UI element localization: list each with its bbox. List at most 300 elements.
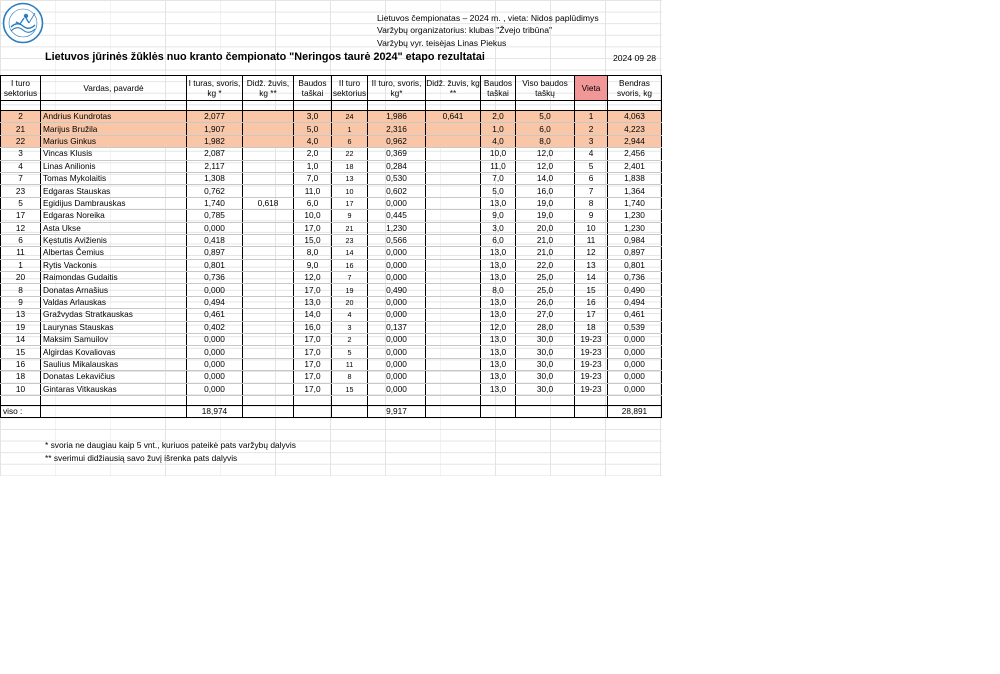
cell-name[interactable]: Marijus Bružila <box>41 123 187 135</box>
cell-penalty1[interactable]: 14,0 <box>294 309 332 321</box>
totals-cell-empty[interactable] <box>575 405 608 417</box>
cell-bigfish2[interactable] <box>426 334 481 346</box>
cell-penalty2[interactable]: 13,0 <box>481 358 516 370</box>
cell-total-weight[interactable]: 0,539 <box>608 321 662 333</box>
cell-name[interactable]: Laurynas Stauskas <box>41 321 187 333</box>
cell-sector1[interactable]: 5 <box>1 197 41 209</box>
cell-penalty2[interactable]: 3,0 <box>481 222 516 234</box>
cell-weight2[interactable]: 0,490 <box>368 284 426 296</box>
cell-penalty2[interactable]: 13,0 <box>481 296 516 308</box>
cell-weight2[interactable]: 0,962 <box>368 135 426 147</box>
col-header-bigfish1[interactable]: Didž. žuvis, kg ** <box>243 76 294 101</box>
cell-place[interactable]: 6 <box>575 172 608 184</box>
cell-total-weight[interactable]: 0,801 <box>608 259 662 271</box>
cell-sector1[interactable]: 16 <box>1 358 41 370</box>
cell-bigfish1[interactable] <box>243 259 294 271</box>
cell-bigfish2[interactable] <box>426 259 481 271</box>
cell-bigfish1[interactable] <box>243 185 294 197</box>
cell-total-weight[interactable]: 2,456 <box>608 148 662 160</box>
cell-bigfish2[interactable] <box>426 123 481 135</box>
cell-weight2[interactable]: 0,602 <box>368 185 426 197</box>
cell-sector2[interactable]: 7 <box>332 272 368 284</box>
cell-place[interactable]: 14 <box>575 272 608 284</box>
cell-weight1[interactable]: 2,117 <box>187 160 243 172</box>
cell-weight1[interactable]: 0,402 <box>187 321 243 333</box>
cell-weight2[interactable]: 0,445 <box>368 210 426 222</box>
cell-penalty2[interactable]: 13,0 <box>481 272 516 284</box>
cell-total-weight[interactable]: 0,000 <box>608 358 662 370</box>
cell-name[interactable]: Marius Ginkus <box>41 135 187 147</box>
totals-cell-empty[interactable] <box>481 405 516 417</box>
cell-weight1[interactable]: 2,087 <box>187 148 243 160</box>
cell-name[interactable]: Algirdas Kovaliovas <box>41 346 187 358</box>
cell-total-weight[interactable]: 0,494 <box>608 296 662 308</box>
cell-total-penalty[interactable]: 19,0 <box>516 210 575 222</box>
cell-bigfish2[interactable] <box>426 222 481 234</box>
cell-name[interactable]: Gintaras Vitkauskas <box>41 383 187 395</box>
cell-total-penalty[interactable]: 25,0 <box>516 284 575 296</box>
cell-sector2[interactable]: 20 <box>332 296 368 308</box>
cell-total-penalty[interactable]: 30,0 <box>516 371 575 383</box>
cell-penalty1[interactable]: 17,0 <box>294 371 332 383</box>
cell-place[interactable]: 18 <box>575 321 608 333</box>
totals-weight1[interactable]: 18,974 <box>187 405 243 417</box>
cell-place[interactable]: 8 <box>575 197 608 209</box>
cell-name[interactable]: Edgaras Stauskas <box>41 185 187 197</box>
cell-weight1[interactable]: 0,000 <box>187 358 243 370</box>
cell-total-weight[interactable]: 4,223 <box>608 123 662 135</box>
cell-penalty2[interactable]: 13,0 <box>481 259 516 271</box>
cell-name[interactable]: Maksim Samuilov <box>41 334 187 346</box>
cell-penalty1[interactable]: 15,0 <box>294 234 332 246</box>
cell-total-penalty[interactable]: 30,0 <box>516 334 575 346</box>
cell-place[interactable]: 17 <box>575 309 608 321</box>
cell-bigfish1[interactable] <box>243 383 294 395</box>
cell-bigfish2[interactable] <box>426 172 481 184</box>
cell-weight1[interactable]: 1,982 <box>187 135 243 147</box>
cell-total-penalty[interactable]: 30,0 <box>516 383 575 395</box>
cell-weight1[interactable]: 0,000 <box>187 334 243 346</box>
cell-total-weight[interactable]: 0,000 <box>608 383 662 395</box>
cell-sector2[interactable]: 2 <box>332 334 368 346</box>
cell-weight1[interactable]: 0,000 <box>187 284 243 296</box>
cell-weight2[interactable]: 0,000 <box>368 247 426 259</box>
cell-weight1[interactable]: 0,801 <box>187 259 243 271</box>
cell-total-weight[interactable]: 0,984 <box>608 234 662 246</box>
cell-penalty2[interactable]: 10,0 <box>481 148 516 160</box>
cell-sector1[interactable]: 1 <box>1 259 41 271</box>
cell-place[interactable]: 10 <box>575 222 608 234</box>
cell-penalty2[interactable]: 4,0 <box>481 135 516 147</box>
cell-penalty1[interactable]: 2,0 <box>294 148 332 160</box>
cell-sector1[interactable]: 17 <box>1 210 41 222</box>
cell-bigfish1[interactable] <box>243 296 294 308</box>
cell-name[interactable]: Donatas Lekavičius <box>41 371 187 383</box>
cell-penalty1[interactable]: 17,0 <box>294 346 332 358</box>
cell-total-penalty[interactable]: 21,0 <box>516 247 575 259</box>
cell-name[interactable]: Raimondas Gudaitis <box>41 272 187 284</box>
cell-penalty1[interactable]: 13,0 <box>294 296 332 308</box>
cell-bigfish2[interactable] <box>426 371 481 383</box>
cell-total-penalty[interactable]: 12,0 <box>516 148 575 160</box>
cell-name[interactable]: Donatas Arnašius <box>41 284 187 296</box>
cell-total-penalty[interactable]: 12,0 <box>516 160 575 172</box>
cell-weight1[interactable]: 0,494 <box>187 296 243 308</box>
cell-bigfish1[interactable] <box>243 111 294 123</box>
cell-penalty2[interactable]: 13,0 <box>481 383 516 395</box>
cell-sector2[interactable]: 15 <box>332 383 368 395</box>
cell-sector1[interactable]: 20 <box>1 272 41 284</box>
cell-weight2[interactable]: 0,000 <box>368 346 426 358</box>
cell-total-weight[interactable]: 0,461 <box>608 309 662 321</box>
cell-name[interactable]: Gražvydas Stratkauskas <box>41 309 187 321</box>
cell-sector2[interactable]: 22 <box>332 148 368 160</box>
cell-sector1[interactable]: 15 <box>1 346 41 358</box>
cell-penalty2[interactable]: 13,0 <box>481 346 516 358</box>
cell-penalty2[interactable]: 11,0 <box>481 160 516 172</box>
cell-bigfish2[interactable] <box>426 346 481 358</box>
cell-weight2[interactable]: 0,566 <box>368 234 426 246</box>
cell-total-weight[interactable]: 0,736 <box>608 272 662 284</box>
cell-place[interactable]: 19-23 <box>575 383 608 395</box>
cell-place[interactable]: 13 <box>575 259 608 271</box>
cell-total-penalty[interactable]: 21,0 <box>516 234 575 246</box>
cell-bigfish2[interactable] <box>426 272 481 284</box>
cell-total-penalty[interactable]: 19,0 <box>516 197 575 209</box>
cell-bigfish2[interactable] <box>426 383 481 395</box>
cell-bigfish2[interactable] <box>426 185 481 197</box>
cell-weight2[interactable]: 0,284 <box>368 160 426 172</box>
cell-sector2[interactable]: 1 <box>332 123 368 135</box>
cell-weight2[interactable]: 0,000 <box>368 383 426 395</box>
cell-sector2[interactable]: 8 <box>332 371 368 383</box>
cell-total-penalty[interactable]: 30,0 <box>516 358 575 370</box>
cell-place[interactable]: 3 <box>575 135 608 147</box>
cell-weight1[interactable]: 0,736 <box>187 272 243 284</box>
cell-bigfish2[interactable] <box>426 234 481 246</box>
cell-penalty2[interactable]: 5,0 <box>481 185 516 197</box>
cell-place[interactable]: 7 <box>575 185 608 197</box>
cell-total-weight[interactable]: 0,000 <box>608 346 662 358</box>
cell-penalty2[interactable]: 8,0 <box>481 284 516 296</box>
cell-sector1[interactable]: 8 <box>1 284 41 296</box>
cell-sector2[interactable]: 21 <box>332 222 368 234</box>
cell-penalty2[interactable]: 13,0 <box>481 197 516 209</box>
cell-name[interactable]: Edgaras Noreika <box>41 210 187 222</box>
cell-sector1[interactable]: 2 <box>1 111 41 123</box>
cell-sector1[interactable]: 12 <box>1 222 41 234</box>
cell-place[interactable]: 9 <box>575 210 608 222</box>
col-header-name[interactable]: Vardas, pavardė <box>41 76 187 101</box>
cell-weight1[interactable]: 0,897 <box>187 247 243 259</box>
cell-weight2[interactable]: 0,137 <box>368 321 426 333</box>
cell-penalty1[interactable]: 17,0 <box>294 284 332 296</box>
totals-cell-empty[interactable] <box>426 405 481 417</box>
cell-sector1[interactable]: 14 <box>1 334 41 346</box>
col-header-sector1[interactable]: I turo sektorius <box>1 76 41 101</box>
totals-cell-empty[interactable] <box>294 405 332 417</box>
cell-total-penalty[interactable]: 30,0 <box>516 346 575 358</box>
cell-bigfish2[interactable] <box>426 148 481 160</box>
cell-bigfish2[interactable] <box>426 296 481 308</box>
cell-sector2[interactable]: 13 <box>332 172 368 184</box>
cell-penalty2[interactable]: 1,0 <box>481 123 516 135</box>
cell-weight2[interactable]: 0,369 <box>368 148 426 160</box>
totals-cell-empty[interactable] <box>332 405 368 417</box>
cell-weight1[interactable]: 0,000 <box>187 371 243 383</box>
cell-penalty1[interactable]: 5,0 <box>294 123 332 135</box>
col-header-weight2[interactable]: II turo, svoris, kg* <box>368 76 426 101</box>
cell-total-weight[interactable]: 0,000 <box>608 334 662 346</box>
cell-name[interactable]: Linas Anilionis <box>41 160 187 172</box>
totals-label[interactable]: viso : <box>1 405 41 417</box>
cell-penalty2[interactable]: 13,0 <box>481 371 516 383</box>
cell-place[interactable]: 15 <box>575 284 608 296</box>
cell-penalty1[interactable]: 6,0 <box>294 197 332 209</box>
cell-weight1[interactable]: 1,907 <box>187 123 243 135</box>
cell-sector1[interactable]: 11 <box>1 247 41 259</box>
cell-place[interactable]: 19-23 <box>575 346 608 358</box>
cell-sector1[interactable]: 23 <box>1 185 41 197</box>
cell-penalty2[interactable]: 2,0 <box>481 111 516 123</box>
cell-sector2[interactable]: 9 <box>332 210 368 222</box>
cell-sector1[interactable]: 22 <box>1 135 41 147</box>
cell-penalty1[interactable]: 7,0 <box>294 172 332 184</box>
totals-cell-empty[interactable] <box>41 405 187 417</box>
cell-bigfish2[interactable] <box>426 135 481 147</box>
cell-bigfish1[interactable] <box>243 321 294 333</box>
cell-weight1[interactable]: 0,762 <box>187 185 243 197</box>
cell-name[interactable]: Egidijus Dambrauskas <box>41 197 187 209</box>
cell-sector1[interactable]: 21 <box>1 123 41 135</box>
cell-bigfish1[interactable] <box>243 309 294 321</box>
cell-weight1[interactable]: 0,000 <box>187 383 243 395</box>
cell-weight2[interactable]: 0,000 <box>368 272 426 284</box>
totals-cell-empty[interactable] <box>516 405 575 417</box>
cell-penalty1[interactable]: 12,0 <box>294 272 332 284</box>
cell-sector2[interactable]: 6 <box>332 135 368 147</box>
cell-sector1[interactable]: 13 <box>1 309 41 321</box>
cell-weight2[interactable]: 0,000 <box>368 197 426 209</box>
cell-weight2[interactable]: 0,000 <box>368 358 426 370</box>
cell-name[interactable]: Asta Ukse <box>41 222 187 234</box>
cell-bigfish1[interactable] <box>243 148 294 160</box>
cell-penalty1[interactable]: 17,0 <box>294 222 332 234</box>
cell-penalty1[interactable]: 3,0 <box>294 111 332 123</box>
cell-sector2[interactable]: 24 <box>332 111 368 123</box>
cell-sector2[interactable]: 3 <box>332 321 368 333</box>
cell-bigfish1[interactable] <box>243 346 294 358</box>
cell-name[interactable]: Albertas Čemius <box>41 247 187 259</box>
cell-penalty1[interactable]: 8,0 <box>294 247 332 259</box>
cell-weight2[interactable]: 0,000 <box>368 296 426 308</box>
cell-penalty1[interactable]: 1,0 <box>294 160 332 172</box>
cell-sector1[interactable]: 18 <box>1 371 41 383</box>
col-header-total-penalty[interactable]: Viso baudos taškų <box>516 76 575 101</box>
cell-sector1[interactable]: 10 <box>1 383 41 395</box>
cell-penalty2[interactable]: 7,0 <box>481 172 516 184</box>
totals-total-weight[interactable]: 28,891 <box>608 405 662 417</box>
col-header-bigfish2[interactable]: Didž. žuvis, kg ** <box>426 76 481 101</box>
cell-place[interactable]: 16 <box>575 296 608 308</box>
cell-bigfish1[interactable] <box>243 358 294 370</box>
cell-bigfish1[interactable] <box>243 160 294 172</box>
cell-bigfish1[interactable] <box>243 172 294 184</box>
cell-penalty1[interactable]: 17,0 <box>294 334 332 346</box>
cell-penalty1[interactable]: 10,0 <box>294 210 332 222</box>
cell-total-weight[interactable]: 0,897 <box>608 247 662 259</box>
cell-bigfish1[interactable] <box>243 272 294 284</box>
cell-weight2[interactable]: 1,986 <box>368 111 426 123</box>
cell-bigfish2[interactable] <box>426 210 481 222</box>
cell-weight1[interactable]: 0,000 <box>187 222 243 234</box>
col-header-sector2[interactable]: II turo sektorius <box>332 76 368 101</box>
cell-total-weight[interactable]: 1,230 <box>608 210 662 222</box>
cell-sector2[interactable]: 14 <box>332 247 368 259</box>
cell-bigfish1[interactable] <box>243 247 294 259</box>
totals-weight2[interactable]: 9,917 <box>368 405 426 417</box>
cell-weight2[interactable]: 0,000 <box>368 371 426 383</box>
cell-name[interactable]: Kęstutis Avižienis <box>41 234 187 246</box>
cell-sector2[interactable]: 23 <box>332 234 368 246</box>
cell-bigfish2[interactable] <box>426 358 481 370</box>
cell-place[interactable]: 11 <box>575 234 608 246</box>
cell-total-weight[interactable]: 0,490 <box>608 284 662 296</box>
cell-weight2[interactable]: 0,000 <box>368 334 426 346</box>
col-header-penalty1[interactable]: Baudos taškai <box>294 76 332 101</box>
cell-sector1[interactable]: 3 <box>1 148 41 160</box>
cell-total-penalty[interactable]: 26,0 <box>516 296 575 308</box>
cell-penalty1[interactable]: 16,0 <box>294 321 332 333</box>
col-header-total-weight[interactable]: Bendras svoris, kg <box>608 76 662 101</box>
cell-penalty1[interactable]: 9,0 <box>294 259 332 271</box>
cell-total-penalty[interactable]: 28,0 <box>516 321 575 333</box>
cell-penalty2[interactable]: 6,0 <box>481 234 516 246</box>
cell-bigfish2[interactable] <box>426 160 481 172</box>
cell-total-penalty[interactable]: 20,0 <box>516 222 575 234</box>
cell-weight2[interactable]: 2,316 <box>368 123 426 135</box>
cell-place[interactable]: 4 <box>575 148 608 160</box>
cell-total-penalty[interactable]: 14,0 <box>516 172 575 184</box>
cell-place[interactable]: 19-23 <box>575 334 608 346</box>
cell-name[interactable]: Andrius Kundrotas <box>41 111 187 123</box>
cell-total-weight[interactable]: 1,230 <box>608 222 662 234</box>
cell-bigfish1[interactable]: 0,618 <box>243 197 294 209</box>
cell-sector1[interactable]: 9 <box>1 296 41 308</box>
cell-bigfish1[interactable] <box>243 371 294 383</box>
cell-weight1[interactable]: 0,418 <box>187 234 243 246</box>
cell-bigfish1[interactable] <box>243 234 294 246</box>
cell-sector1[interactable]: 19 <box>1 321 41 333</box>
cell-sector2[interactable]: 17 <box>332 197 368 209</box>
cell-penalty2[interactable]: 9,0 <box>481 210 516 222</box>
cell-bigfish1[interactable] <box>243 334 294 346</box>
cell-weight2[interactable]: 0,000 <box>368 309 426 321</box>
cell-weight2[interactable]: 1,230 <box>368 222 426 234</box>
cell-penalty1[interactable]: 17,0 <box>294 358 332 370</box>
cell-sector2[interactable]: 16 <box>332 259 368 271</box>
cell-weight1[interactable]: 1,740 <box>187 197 243 209</box>
cell-total-penalty[interactable]: 5,0 <box>516 111 575 123</box>
cell-total-penalty[interactable]: 27,0 <box>516 309 575 321</box>
cell-sector1[interactable]: 7 <box>1 172 41 184</box>
cell-total-penalty[interactable]: 25,0 <box>516 272 575 284</box>
cell-weight1[interactable]: 0,461 <box>187 309 243 321</box>
cell-penalty2[interactable]: 13,0 <box>481 309 516 321</box>
cell-total-weight[interactable]: 1,364 <box>608 185 662 197</box>
cell-name[interactable]: Tomas Mykolaitis <box>41 172 187 184</box>
cell-sector2[interactable]: 4 <box>332 309 368 321</box>
cell-sector2[interactable]: 11 <box>332 358 368 370</box>
cell-weight2[interactable]: 0,000 <box>368 259 426 271</box>
cell-name[interactable]: Valdas Arlauskas <box>41 296 187 308</box>
cell-place[interactable]: 1 <box>575 111 608 123</box>
cell-total-weight[interactable]: 0,000 <box>608 371 662 383</box>
cell-total-weight[interactable]: 2,401 <box>608 160 662 172</box>
cell-sector2[interactable]: 10 <box>332 185 368 197</box>
cell-name[interactable]: Saulius Mikalauskas <box>41 358 187 370</box>
cell-sector2[interactable]: 19 <box>332 284 368 296</box>
totals-cell-empty[interactable] <box>243 405 294 417</box>
cell-penalty1[interactable]: 11,0 <box>294 185 332 197</box>
cell-bigfish2[interactable] <box>426 247 481 259</box>
col-header-place[interactable]: Vieta <box>575 76 608 101</box>
cell-sector2[interactable]: 18 <box>332 160 368 172</box>
cell-total-weight[interactable]: 1,838 <box>608 172 662 184</box>
cell-bigfish1[interactable] <box>243 284 294 296</box>
cell-total-weight[interactable]: 4,063 <box>608 111 662 123</box>
cell-sector2[interactable]: 5 <box>332 346 368 358</box>
cell-penalty1[interactable]: 4,0 <box>294 135 332 147</box>
cell-sector1[interactable]: 4 <box>1 160 41 172</box>
cell-bigfish2[interactable]: 0,641 <box>426 111 481 123</box>
cell-place[interactable]: 2 <box>575 123 608 135</box>
cell-weight1[interactable]: 1,308 <box>187 172 243 184</box>
cell-weight1[interactable]: 0,000 <box>187 346 243 358</box>
cell-penalty2[interactable]: 13,0 <box>481 334 516 346</box>
cell-place[interactable]: 12 <box>575 247 608 259</box>
cell-bigfish2[interactable] <box>426 197 481 209</box>
cell-weight1[interactable]: 0,785 <box>187 210 243 222</box>
cell-penalty2[interactable]: 12,0 <box>481 321 516 333</box>
cell-total-penalty[interactable]: 8,0 <box>516 135 575 147</box>
cell-sector1[interactable]: 6 <box>1 234 41 246</box>
cell-bigfish2[interactable] <box>426 309 481 321</box>
cell-total-weight[interactable]: 1,740 <box>608 197 662 209</box>
cell-name[interactable]: Rytis Vackonis <box>41 259 187 271</box>
cell-place[interactable]: 19-23 <box>575 371 608 383</box>
cell-penalty2[interactable]: 13,0 <box>481 247 516 259</box>
cell-bigfish2[interactable] <box>426 284 481 296</box>
cell-total-penalty[interactable]: 22,0 <box>516 259 575 271</box>
cell-penalty1[interactable]: 17,0 <box>294 383 332 395</box>
cell-bigfish1[interactable] <box>243 135 294 147</box>
cell-place[interactable]: 19-23 <box>575 358 608 370</box>
cell-total-weight[interactable]: 2,944 <box>608 135 662 147</box>
cell-weight2[interactable]: 0,530 <box>368 172 426 184</box>
cell-bigfish1[interactable] <box>243 222 294 234</box>
cell-total-penalty[interactable]: 6,0 <box>516 123 575 135</box>
cell-bigfish2[interactable] <box>426 321 481 333</box>
cell-weight1[interactable]: 2,077 <box>187 111 243 123</box>
cell-total-penalty[interactable]: 16,0 <box>516 185 575 197</box>
col-header-weight1[interactable]: I turas, svoris, kg * <box>187 76 243 101</box>
cell-place[interactable]: 5 <box>575 160 608 172</box>
cell-bigfish1[interactable] <box>243 210 294 222</box>
col-header-penalty2[interactable]: Baudos taškai <box>481 76 516 101</box>
cell-name[interactable]: Vincas Klusis <box>41 148 187 160</box>
cell-bigfish1[interactable] <box>243 123 294 135</box>
